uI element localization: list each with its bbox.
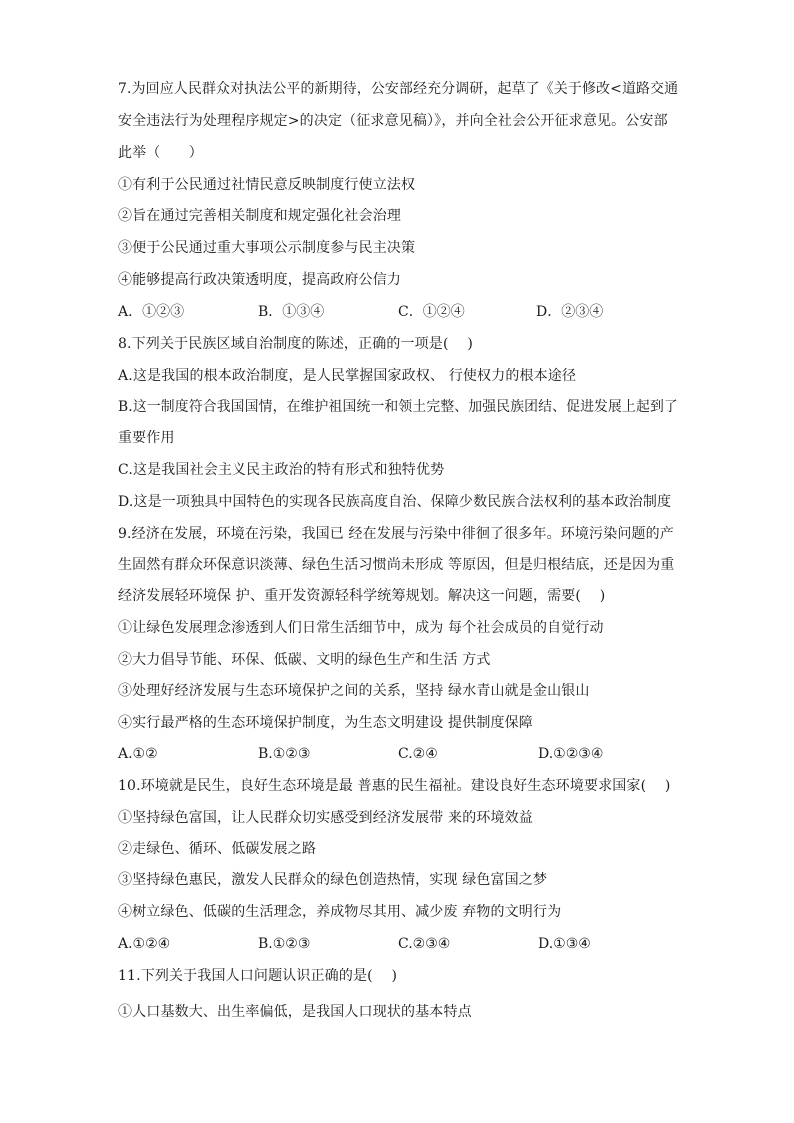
option-a: A.①② <box>118 746 158 762</box>
option-d: D.①②③④ <box>538 746 604 762</box>
question-7-options <box>118 302 678 322</box>
question-8-option-b-line-1: B.这一制度符合我国国情，在维护祖国统一和领土完整、加强民族团结、促进发展上起到了 <box>118 399 678 415</box>
option-b: B．①③④ <box>258 304 325 320</box>
question-7-item-1: ①有利于公民通过社情民意反映制度行使立法权 <box>118 177 416 193</box>
question-9-stem-line-2: 生固然有群众环保意识淡薄、绿色生活习惯尚未形成 等原因，但是归根结底，还是因为重 <box>118 557 675 573</box>
option-d: D.①③④ <box>538 936 591 952</box>
option-a: A.①②④ <box>118 936 171 952</box>
question-7-stem-line-1: 7.为回应人民群众对执法公平的新期待，公安部经充分调研，起草了《关于修改<道路交通 <box>118 81 679 97</box>
question-7-item-3: ③便于公民通过重大事项公示制度参与民主决策 <box>118 240 416 256</box>
question-10-item-1: ①坚持绿色富国，让人民群众切实感受到经济发展带 来的环境效益 <box>118 810 533 826</box>
question-10-stem: 10.环境就是民生，良好生态环境是最 普惠的民生福祉。建设良好生态环境要求国家( ) <box>118 778 671 794</box>
question-11-stem: 11.下列关于我国人口问题认识正确的是( ) <box>118 968 398 984</box>
question-9-item-3: ③处理好经济发展与生态环境保护之间的关系，坚持 绿水青山就是金山银山 <box>118 683 590 699</box>
question-10-item-3: ③坚持绿色惠民，激发人民群众的绿色创造热情，实现 绿色富国之梦 <box>118 872 548 888</box>
option-a: A．①②③ <box>118 304 185 320</box>
question-9-item-2: ②大力倡导节能、环保、低碳、文明的绿色生产和生活 方式 <box>118 652 491 668</box>
option-c: C.②③④ <box>398 936 451 952</box>
question-7-item-2: ②旨在通过完善相关制度和规定强化社会治理 <box>118 208 401 224</box>
question-11-item-1: ①人口基数大、出生率偏低，是我国人口现状的基本特点 <box>118 1004 472 1020</box>
question-7-stem-line-3: 此举（ ） <box>118 145 203 161</box>
question-10-item-4: ④树立绿色、低碳的生活理念，养成物尽其用、减少废 弃物的文明行为 <box>118 904 562 920</box>
question-9-stem-line-3: 经济发展轻环境保 护、重开发资源轻科学统筹规划。解决这一问题，需要( ) <box>118 588 606 604</box>
question-10-item-2: ②走绿色、循环、低碳发展之路 <box>118 841 317 857</box>
option-c: C.②④ <box>398 746 438 762</box>
question-9-options <box>118 744 678 764</box>
question-9-item-1: ①让绿色发展理念渗透到人们日常生活细节中，成为 每个社会成员的自觉行动 <box>118 620 604 636</box>
question-9-item-4: ④实行最严格的生态环境保护制度，为生态文明建设 提供制度保障 <box>118 715 533 731</box>
question-10-options <box>118 934 678 954</box>
option-d: D．②③④ <box>536 304 604 320</box>
question-8-option-a: A.这是我国的根本政治制度，是人民掌握国家政权、 行使权力的根本途径 <box>118 368 577 384</box>
question-7-item-4: ④能够提高行政决策透明度，提高政府公信力 <box>118 272 401 288</box>
question-8-stem: 8.下列关于民族区域自治制度的陈述，正确的一项是( ) <box>118 336 473 352</box>
question-7-stem-line-2: 安全违法行为处理程序规定>的决定（征求意见稿）》，并向全社会公开征求意见。公安部 <box>118 113 668 129</box>
question-8-option-c: C.这是我国社会主义民主政治的特有形式和独特优势 <box>118 462 445 478</box>
option-b: B.①②③ <box>258 746 311 762</box>
option-b: B.①②③ <box>258 936 311 952</box>
question-8-option-d: D.这是一项独具中国特色的实现各民族高度自治、保障少数民族合法权利的基本政治制度 <box>118 494 672 510</box>
option-c: C．①②④ <box>398 304 465 320</box>
question-8-option-b-line-2: 重要作用 <box>118 430 175 446</box>
question-9-stem-line-1: 9.经济在发展，环境在污染，我国已 经在发展与污染中徘徊了很多年。环境污染问题的产 <box>118 526 674 542</box>
